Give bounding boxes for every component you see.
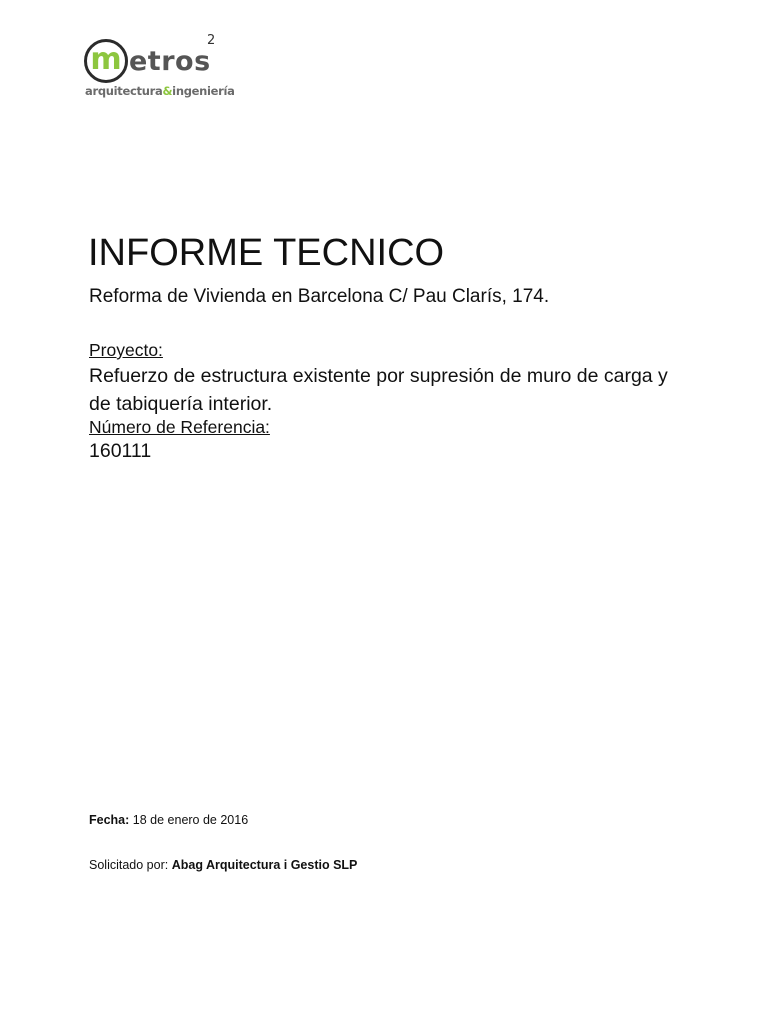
logo-word-rest: etros xyxy=(129,45,211,77)
reference-label: Número de Referencia: xyxy=(89,417,270,437)
project-label: Proyecto: xyxy=(89,340,163,360)
requested-by-value: Abag Arquitectura i Gestio SLP xyxy=(171,858,358,872)
logo-m-circle xyxy=(84,39,128,83)
logo-tagline-amp: & xyxy=(162,84,173,98)
logo-superscript: 2 xyxy=(207,33,216,48)
project-description: Refuerzo de estructura existente por supresión de muro de carga y de tabiquería interior. xyxy=(89,365,668,415)
logo-tagline-start: arquitectura xyxy=(85,84,163,98)
logo-tagline-end: ingeniería xyxy=(172,84,235,98)
date-value: 18 de enero de 2016 xyxy=(132,813,249,827)
requested-by-label: Solicitado por: xyxy=(89,858,169,872)
document-subtitle: Reforma de Vivienda en Barcelona C/ Pau Clarís, 174. xyxy=(89,286,550,307)
logo-m-letter: m xyxy=(90,42,122,77)
document-title: INFORME TECNICO xyxy=(88,232,445,274)
date-line xyxy=(89,813,248,827)
requested-by-line xyxy=(89,858,357,872)
date-label: Fecha: xyxy=(89,813,130,827)
logo-wordmark xyxy=(84,36,211,86)
company-logo xyxy=(84,33,235,102)
logo-tagline xyxy=(85,84,235,98)
reference-number: 160111 xyxy=(89,440,152,462)
